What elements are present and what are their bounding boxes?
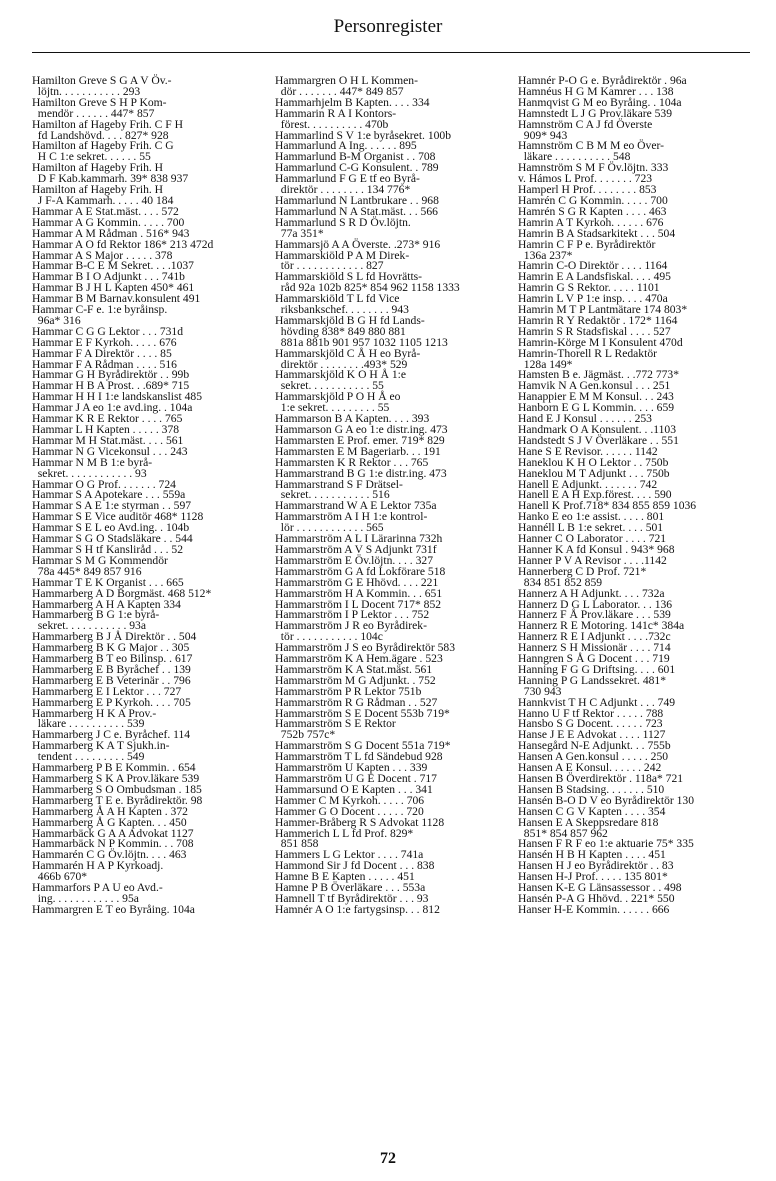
register-line: Hammarskjöld K O H Å 1:e [275, 368, 407, 382]
register-line: Hammer-Bråberg R S Advokat 1128 [275, 815, 445, 829]
register-line: Hansen B Stadsing. . . . . . . 510 [518, 782, 665, 796]
register-line: Hanmqvist G M eo Byråing. . 104a [518, 95, 682, 109]
register-line: J F-A Kammarh. . . . . 40 184 [32, 193, 174, 207]
register-line: Hammarberg A D Borgmäst. 468 512* [32, 586, 212, 600]
register-line: Hammarson G A eo 1:e distr.ing. 473 [275, 423, 448, 436]
register-line: Hammarin R A I Kontors- [275, 106, 397, 120]
register-line: Hannerz A H Adjunkt. . . . 732a [518, 586, 665, 600]
register-line: Hamrin-Thorell R L Redaktör [518, 346, 657, 360]
register-line: Hammarberg A H A Kapten 334 [32, 597, 181, 611]
register-line: Hammarson B A Kapten. . . . 393 [275, 412, 430, 426]
register-line: Hamrin C F P e. Byrådirektör [518, 237, 656, 251]
register-line: Hane S E Revisor. . . . . . 1142 [518, 444, 658, 458]
register-line: Hammar B M Barnav.konsulent 491 [32, 292, 201, 306]
register-line: Haneklou K H O Lektor . . 750b [518, 455, 669, 469]
register-line: Hamnér A O 1:e fartygsinsp. . . 812 [275, 902, 440, 916]
register-line: Hanborn E G L Kommin. . . . 659 [518, 401, 675, 415]
register-line: 851 858 [275, 837, 319, 851]
register-line: direktör . . . . . . . .493* 529 [275, 357, 408, 371]
register-line: Hammarberg Å G Kapten. . . 450 [32, 815, 187, 829]
register-line: Hamrin A T Kyrkoh. . . . . . 676 [518, 215, 664, 229]
register-line: Hammarström T L fd Sändebud 928 [275, 750, 443, 764]
register-line: Hammarberg E B Veterinär . . 796 [32, 673, 191, 687]
column-left [32, 76, 264, 1136]
register-line: Hanell K Prof.718* 834 855 859 1036 [518, 499, 697, 513]
register-line: hövding 838* 849 880 881 [275, 324, 406, 338]
register-line: Hammarlund C-G Konsulent. . 789 [275, 161, 439, 175]
register-line: Hamnstedt L J G Prov.läkare 539 [518, 106, 673, 120]
register-line: Hanser H-E Kommin. . . . . . 666 [518, 902, 670, 916]
register-line: Hanngren S Å G Docent . . . 719 [518, 652, 670, 666]
register-line: löjtn. . . . . . . . . . . 293 [32, 84, 141, 98]
register-line: Hamsten B e. Jägmäst. . .772 773* [518, 368, 680, 382]
register-line: Hanse J E E Advokat . . . . 1127 [518, 728, 666, 742]
register-line: Hannerz D G L Laborator. . . 136 [518, 597, 673, 611]
register-line: Hammar N M B 1:e byrå- [32, 455, 153, 469]
register-line: dör . . . . . . . 447* 849 857 [275, 84, 404, 98]
register-line: Hammar B-C E M Sekret. . . .1037 [32, 259, 194, 273]
register-line: Hansén H B H Kapten . . . . 451 [518, 848, 666, 862]
register-line: Hamrin S R Stadsfiskal . . . . 527 [518, 324, 671, 338]
register-line: Hammar H B A Prost. . .689* 715 [32, 379, 190, 393]
register-line: Hammar A S Major . . . . . 378 [32, 248, 173, 262]
register-line: Hansen K-E G Länsassessor . . 498 [518, 881, 682, 895]
register-line: Hammar C G G Lektor . . . 731d [32, 324, 184, 338]
register-line: Hammarsten E Prof. emer. 719* 829 [275, 433, 445, 447]
register-line: Hansen A Gen.konsul . . . . . 250 [518, 750, 669, 764]
register-line: Hammarberg E I Lektor . . . 727 [32, 684, 182, 698]
register-line: H C 1:e sekret. . . . . . 55 [32, 150, 151, 164]
register-line: 128a 149* [518, 357, 573, 371]
register-line: Hammers L G Lektor . . . . 741a [275, 848, 424, 862]
register-line: Hammar S E Vice auditör 468* 1128 [32, 510, 204, 524]
register-line: 909* 943 [518, 128, 568, 142]
register-line: Hannkvist T H C Adjunkt . . . 749 [518, 695, 676, 709]
register-line: 78a 445* 849 857 916 [32, 564, 142, 578]
register-line: Hammarström H A Kommin. . . 651 [275, 586, 443, 600]
register-line: Hammer G O Docent . . . . . 720 [275, 804, 424, 818]
register-line: Hamne P B Överläkare . . . 553a [275, 881, 426, 895]
register-line: Hannerz R E I Adjunkt . . . .732c [518, 630, 671, 644]
register-line: Hanko E eo 1:e assist. . . . . 801 [518, 510, 665, 524]
register-line: sekret. . . . . . . . . . . 55 [275, 379, 384, 393]
register-line: Hammarberg J C e. Byråchef. 114 [32, 728, 191, 742]
register-line: Hammar T E K Organist . . . 665 [32, 575, 184, 589]
register-line: 136a 237* [518, 248, 573, 262]
register-line: Hammarberg Å A H Kapten . 372 [32, 804, 188, 818]
register-line: Hamilton af Hageby Frih. H [32, 183, 164, 197]
register-line: Hammarström K A Stat.mäst. 561 [275, 662, 433, 676]
register-line: Hamrin R Y Redaktör . 172* 1164 [518, 313, 678, 327]
register-line: Hansén B-O D V eo Byrådirektör 130 [518, 793, 695, 807]
register-line: Hamnström S M F Öv.löjtn. 333 [518, 161, 669, 175]
register-line: Hammarskjöld B G H fd Lands- [275, 313, 425, 327]
register-line: direktör . . . . . . . . 134 776* [275, 183, 411, 197]
register-line: Hammar J A eo 1:e avd.ing. . 104a [32, 401, 193, 415]
register-line: v. Hámos L Prof. . . . . . . 723 [518, 172, 653, 186]
register-line: Hammar F A Direktör . . . . 85 [32, 346, 172, 360]
register-line: Hammarfors P A U eo Avd.- [32, 881, 163, 895]
register-line: Hamilton Greve S H P Kom- [32, 95, 167, 109]
register-line: Hammarström A I H 1:e kontrol- [275, 510, 428, 524]
register-line: sekret. . . . . . . . . . . . 93 [32, 466, 147, 480]
register-line: Hammarström A L I Lärarinna 732h [275, 532, 443, 546]
register-line: Hammarhjelm B Kapten. . . . 334 [275, 95, 430, 109]
register-line: Hammarskiöld T L fd Vice [275, 292, 400, 306]
register-line: Hamrin E A Landsfiskal. . . . 495 [518, 270, 671, 284]
register-line: lör . . . . . . . . . . . . 565 [275, 521, 384, 535]
register-line: Hamilton af Hageby Frih. C G [32, 139, 174, 153]
register-line: Hamne B E Kapten . . . . . 451 [275, 870, 415, 884]
register-line: Hammar O G Prof. . . . . . . 724 [32, 477, 176, 491]
register-line: Hammar K R E Rektor . . . . 765 [32, 412, 183, 426]
register-line: Hanner C O Laborator . . . . 721 [518, 532, 667, 546]
register-line: Hammarbäck G A A Advokat 1127 [32, 826, 194, 840]
register-line: Hammar S A Apotekare . . . 559a [32, 488, 186, 502]
register-line: Hammar S H tf Kanslіråd . . . 52 [32, 542, 184, 556]
register-line: Hammar S A E 1:e styrman . . 597 [32, 499, 192, 513]
register-line: Hammarlund N A Stat.mäst. . . 566 [275, 204, 438, 218]
register-line: råd 92a 102b 825* 854 962 1158 1333 [275, 281, 460, 295]
register-line: Hanappier E M M Konsul. . . 243 [518, 390, 674, 404]
register-line: Hammarström U G E Docent . 717 [275, 772, 437, 785]
register-line: Hanell E A H Exp.förest. . . . 590 [518, 488, 672, 502]
register-line: Hammar E F Kyrkoh. . . . . 676 [32, 335, 177, 349]
register-line: Hamnström C B M M eo Över- [518, 139, 664, 153]
register-line: Hammarstrand W A E Lektor 735a [275, 499, 437, 513]
register-line: läkare . . . . . . . . . . 548 [518, 150, 631, 164]
register-line: Hammarström U Kapten . . . 339 [275, 761, 428, 775]
register-line: Hammarberg P B E Kommin. . 654 [32, 761, 196, 775]
register-line: Hammarlind S V 1:e byråsekret. 100b [275, 128, 452, 142]
register-line: Hand E J Konsul . . . . . . 253 [518, 412, 652, 426]
column-right [518, 76, 750, 1136]
register-line: Hansen H J eo Byrådirektör . . 83 [518, 859, 674, 873]
register-line: Hamilton af Hageby Frih. H [32, 161, 164, 175]
register-line: Hammarstrand S F Drätsel- [275, 477, 403, 491]
register-line: Hammarberg S O Ombudsman . 185 [32, 782, 202, 796]
register-line: Hamilton af Hageby Frih. C F H [32, 117, 184, 131]
register-line: Hammarström G A fd Lokförare 518 [275, 564, 446, 578]
register-line: Hanner P V A Revisor . . . .1142 [518, 553, 667, 567]
register-line: Hammarström P R Lektor 751b [275, 684, 422, 698]
register-line: tör . . . . . . . . . . . 104c [275, 630, 383, 644]
register-line: Hamnell T tf Byrådirektör . . . 93 [275, 891, 429, 905]
page-number: 72 [380, 1150, 396, 1167]
register-line: Hammar A O fd Rektor 186* 213 472d [32, 237, 214, 251]
register-line: Hammarberg H K A Prov.- [32, 706, 157, 720]
register-line: Hammar H H I 1:e landskanslist 485 [32, 390, 203, 404]
register-line: Hammarström G E Hhövd. . . . 221 [275, 575, 439, 589]
register-line: Hansen B Överdirektör . 118a* 721 [518, 772, 684, 785]
register-line: tendent . . . . . . . . . 549 [32, 750, 145, 764]
register-line: Hammar S E L eo Avd.ing. . 104b [32, 521, 190, 535]
register-line: Hammarsund O E Kapten . . . 341 [275, 782, 433, 796]
register-line: Hammarström M G Adjunkt. . 752 [275, 673, 436, 687]
register-line: Hammar N G Vicekonsul . . . 243 [32, 444, 188, 458]
register-line: Hammar S G O Stadsläkare . . 544 [32, 532, 193, 546]
register-line: Hammarström R G Rådman . . 527 [275, 695, 438, 709]
register-line: Hammar A E Stat.mäst. . . . 572 [32, 204, 179, 218]
register-line: 96a* 316 [32, 313, 81, 327]
register-line: Hammarskjöld P O H Å eo [275, 390, 401, 404]
register-line: Hamvik N A Gen.konsul . . . 251 [518, 379, 671, 393]
register-line: Hammarsjö A A Överste. .273* 916 [275, 237, 441, 251]
register-line: 730 943 [518, 684, 562, 698]
register-line: Hammarström E Öv.löjtn. . . . 327 [275, 553, 433, 567]
register-line: Hammar L H Kapten . . . . . 378 [32, 423, 180, 436]
register-line: 77a 351* [275, 226, 324, 240]
register-line: Hamilton Greve S G A V Öv.- [32, 74, 172, 87]
register-line: Hammarberg B K G Major . . 305 [32, 641, 190, 655]
register-line: Hanning P G Landssekret. 481* [518, 673, 667, 687]
register-line: Hansen C G V Kapten . . . . 354 [518, 804, 666, 818]
register-line: Hammarström J R eo Byrådirek- [275, 619, 427, 633]
register-line: sekret. . . . . . . . . . . 516 [275, 488, 390, 502]
register-line: Hamrén S G R Kapten . . . . 463 [518, 204, 667, 218]
register-line: Hammarström S E Docent 553b 719* [275, 706, 450, 720]
register-line: Hammarberg B G 1:e byrå- [32, 608, 160, 622]
register-line: 1:e sekret. . . . . . . . . 55 [275, 401, 390, 415]
register-line: Hammarström S E Rektor [275, 717, 396, 731]
register-line: Haneklou M T Adjunkt . . . 750b [518, 466, 670, 480]
register-line: Hammarbäck N P Kommin. . . 708 [32, 837, 194, 851]
register-line: Hammar S M G Kommendör [32, 553, 168, 567]
register-line: förest. . . . . . . . . . 470b [275, 117, 389, 131]
register-line: Hammarlund B-M Organist . . 708 [275, 150, 436, 164]
register-line: D F Kab.kammarh. 39* 838 937 [32, 172, 189, 186]
register-line: Hansen A E Konsul. . . . . . 242 [518, 761, 662, 775]
register-line: Hammarberg B J Å Direktör . . 504 [32, 630, 197, 644]
register-line: läkare . . . . . . . . . . 539 [32, 717, 145, 731]
register-line: Hammarström A V S Adjunkt 731f [275, 542, 437, 556]
register-line: Hamrin G S Rektor. . . . . 1101 [518, 281, 660, 295]
register-line: Hannerz R E Motoring. 141c* 384a [518, 619, 685, 633]
register-line: Hammarén C G Öv.löjtn. . . . 463 [32, 848, 187, 862]
register-line: Hamrin C-O Direktör . . . . 1164 [518, 259, 668, 273]
register-line: Hamnström C A J fd Överste [518, 117, 653, 131]
register-line: Hammarskjöld C Å H eo Byrå- [275, 346, 421, 360]
register-line: Hammarström J S eo Byrådirektör 583 [275, 641, 455, 655]
register-line: Hammarskiöld P A M Direk- [275, 248, 410, 262]
register-line: 881a 881b 901 957 1032 1105 1213 [275, 335, 448, 349]
register-line: Hammarén H A P Kyrkoadj. [32, 859, 164, 873]
register-line: Hansen F R F eo 1:e aktuarie 75* 335 [518, 837, 694, 851]
register-line: Hamnéus H G M Kamrer . . . 138 [518, 84, 674, 98]
register-line: Hansen E A Skeppsredare 818 [518, 815, 659, 829]
register-line: Hammer C M Kyrkoh. . . . . 706 [275, 793, 425, 807]
register-line: Hansen H-J Prof. . . . . 135 801* [518, 870, 668, 884]
register-line: Handstedt S J V Överläkare . . 551 [518, 433, 679, 447]
register-line: Hammarström I P Lektor . . . 752 [275, 608, 430, 622]
register-line: Hammarlund N Lantbrukare . . 968 [275, 193, 439, 207]
register-line: Hammar A G Kommin. . . . . 700 [32, 215, 185, 229]
column-middle [275, 76, 507, 1136]
register-line: sekret. . . . . . . . . . . 93a [32, 619, 146, 633]
register-line: Hammarberg E B Byråchef . . 139 [32, 662, 191, 676]
register-line: Hammarlund F G E tf eo Byrå- [275, 172, 420, 186]
register-line: Hammar B I O Adjunkt . . . 741b [32, 270, 185, 284]
register-line: Hammarstrand B G 1:e distr.ing. 473 [275, 466, 447, 480]
register-line: ing. . . . . . . . . . . . 95a [32, 891, 139, 905]
register-line: 466b 670* [32, 870, 88, 884]
register-line: Hammond Sir J fd Docent . . . 838 [275, 859, 435, 873]
register-line: Hammarberg E P Kyrkoh. . . . 705 [32, 695, 191, 709]
register-line: Hansegård N-E Adjunkt. . . 755b [518, 739, 671, 753]
register-line: Hammar M H Stat.mäst. . . . 561 [32, 433, 184, 447]
register-line: Hannerz S H Missionär . . . . 714 [518, 641, 671, 655]
register-line: 752b 757c* [275, 728, 336, 742]
header-rule [32, 52, 750, 53]
register-line: Handmark O A Konsulent. . .1103 [518, 423, 677, 436]
register-line: Hammargren E T eo Byråing. 104a [32, 902, 195, 916]
register-line: mendör . . . . . . 447* 857 [32, 106, 155, 120]
register-line: Hanno U F tf Rektor . . . . . 788 [518, 706, 664, 720]
register-line: 834 851 852 859 [518, 575, 603, 589]
register-line: Hammerich L L fd Prof. 829* [275, 826, 414, 840]
register-line: Hanning F G G Driftsing. . . . 601 [518, 662, 676, 676]
register-line: Hanell E Adjunkt. . . . . . . 742 [518, 477, 658, 491]
register-line: Hammar A M Rådman . 516* 943 [32, 226, 190, 240]
register-line: Hanner K A fd Konsul . 943* 968 [518, 542, 675, 556]
register-line: fd Landshövd. . . . 827* 928 [32, 128, 169, 142]
page-title: Personregister [333, 16, 443, 37]
register-line: 851* 854 857 962 [518, 826, 608, 840]
register-line: Hannerberg C D Prof. 721* [518, 564, 647, 578]
register-line: Hammarlund A Ing. . . . . . 895 [275, 139, 417, 153]
register-line: Hamperl H Prof. . . . . . . . 853 [518, 183, 657, 197]
register-line: Hamrin L V P 1:e insp. . . . 470a [518, 292, 668, 306]
register-line: Hansén P-A G Hhövd. . 221* 550 [518, 891, 675, 905]
register-line: Hammarberg T E e. Byrådirektör. 98 [32, 793, 203, 807]
register-line: Hammar C-F e. 1:e byråinsp. [32, 303, 168, 317]
register-line: Hamrin-Körge M I Konsulent 470d [518, 335, 683, 349]
register-line: Hammarsten K R Rektor . . . 765 [275, 455, 429, 469]
register-columns [32, 76, 750, 1136]
register-line: Hammargren O H L Kommen- [275, 74, 418, 87]
register-line: Hammar B J H L Kapten 450* 461 [32, 281, 195, 295]
register-line: Hannéll L B 1:e sekret. . . . 501 [518, 521, 664, 535]
register-line: Hammarström I L Docent 717* 852 [275, 597, 442, 611]
register-line: Hammarström K A Hem.ägare . 523 [275, 652, 443, 666]
register-line: Hammarberg K A T Sjukh.in- [32, 739, 170, 753]
register-line: Hammarberg S K A Prov.läkare 539 [32, 772, 200, 785]
register-line: Hammarlund S R D Öv.löjtn. [275, 215, 411, 229]
register-line: Hamrin M T P Lantmätare 174 803* [518, 303, 688, 317]
register-line: Hammar G H Byrådirektör . . 99b [32, 368, 190, 382]
register-line: Hammar F A Rådman . . . . 516 [32, 357, 177, 371]
register-line: tör . . . . . . . . . . . . 827 [275, 259, 384, 273]
register-line: Hammarström S G Docent 551a 719* [275, 739, 451, 753]
register-line: riksbankschef. . . . . . . . 943 [275, 303, 409, 317]
register-line: Hamnér P-O G e. Byrådirektör . 96a [518, 74, 687, 87]
register-line: Hammarskiöld S L fd Hovrätts- [275, 270, 423, 284]
register-line: Hamrin B A Stadsarkitekt . . . 504 [518, 226, 676, 240]
register-line: Hansbo S G Docent. . . . . . 723 [518, 717, 663, 731]
register-line: Hannerz F Å Prov.läkare . . . 539 [518, 608, 671, 622]
register-line: Hammarsten E M Bageriarb. . . 191 [275, 444, 441, 458]
register-line: Hamrén C G Kommin. . . . . 700 [518, 193, 668, 207]
register-line: Hammarberg B T eo Bilinsp. . 617 [32, 652, 193, 666]
